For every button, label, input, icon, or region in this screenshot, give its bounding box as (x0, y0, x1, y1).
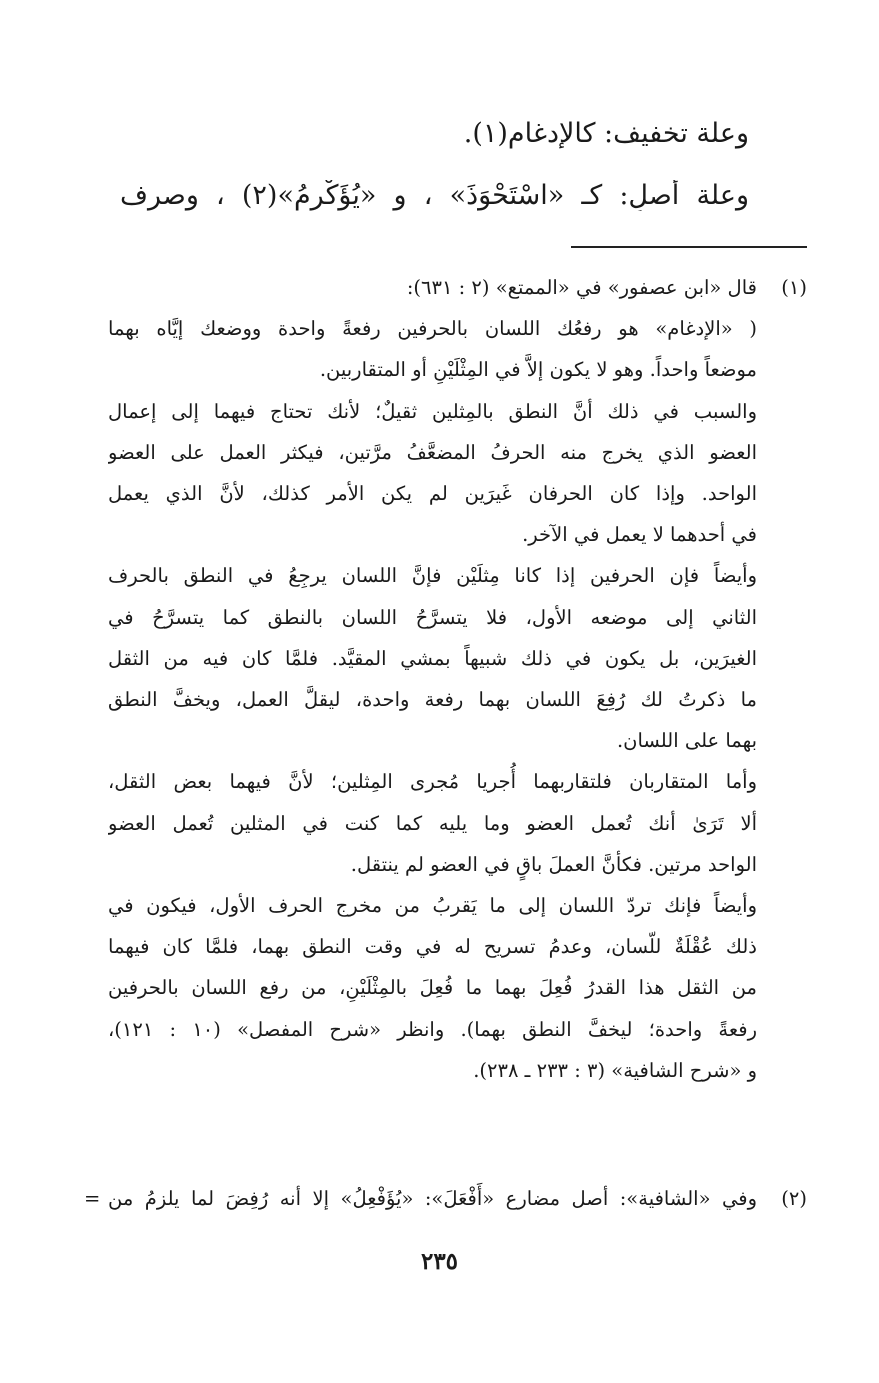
footnote-line: العضو الذي يخرج منه الحرفُ المضعَّفُ مرَّتين، فيكثر العمل على العضو (108, 440, 757, 464)
footnote-line: من الثقل هذا القدرُ فُعِلَ بهما ما فُعِلَ بالمِثْلَيْنِ، من رفع اللسان بالحرفين (108, 976, 757, 1000)
main-text-line-1: وعلة تخفيف: كالإدغام(١). (463, 118, 749, 149)
footnote-line: والسبب في ذلك أنَّ النطق بالمِثلين ثقيلٌ؛ لأنك تحتاج فيهما إلى إعمال (108, 399, 757, 423)
footnote-line: الغيرَين، بل يكون في ذلك شبيهاً بمشي المقيَّد. فلمَّا كان فيه من الثقل (108, 646, 757, 670)
footnote-line: قال «ابن عصفور» في «الممتع» (٢ : ٦٣١): (406, 276, 757, 299)
footnote-line: ذلك عُقْلَةٌ للّسان، وعدمُ تسريح له في وقت النطق بهما، فلمَّا كان فيهما (108, 935, 757, 959)
footnote-line: وأما المتقاربان فلتقاربهما أُجريا مُجرى المِثلين؛ لأنَّ فيهما بعض الثقل، (108, 770, 757, 794)
footnote-line: الثاني إلى موضعه الأول، فلا يتسرَّحُ اللسان بالنطق كما يتسرَّحُ في (108, 605, 757, 629)
main-text-line-2: وعلة أصلٍ: كـ «اسْتَحْوَذَ» ، و «يُؤَكْرِمُ»(٢) ، وصرف (120, 180, 749, 211)
footnote-2 (84, 1178, 807, 1219)
footnote-line: وفي «الشافية»: أصل مضارع «أَفْعَلَ»: «يُؤَفْعِلُ» إلا أنه رُفِضَ لما يلزمُ من (108, 1187, 757, 1210)
footnote-separator (571, 246, 807, 248)
footnote-line: ألا تَرَىٰ أنك تُعمل العضو وما يليه كما كنت في المثلين تُعمل العضو (108, 811, 757, 835)
footnote-1 (108, 267, 807, 1091)
footnote-line: موضعاً واحداً. وهو لا يكون إلاَّ في المِثْلَيْنِ أو المتقاربين. (319, 358, 757, 382)
footnote-line: ما ذكرتُ لك رُفِعَ اللسان بهما رفعة واحدة، ليقلَّ العمل، ويخفَّ النطق (108, 688, 757, 712)
continuation-mark: = (84, 1187, 101, 1210)
footnote-line: و «شرح الشافية» (٣ : ٢٣٣ ـ ٢٣٨). (473, 1058, 757, 1082)
footnote-line: الواحد مرتين. فكأنَّ العملَ باقٍ في العضو لم ينتقل. (350, 852, 757, 876)
footnote-line: الواحد. وإذا كان الحرفان غَيرَين لم يكن الأمر كذلك، لأنَّ الذي يعمل (108, 482, 757, 506)
footnote-line: بهما على اللسان. (616, 729, 757, 753)
footnote-line: ( «الإدغام» هو رفعُك اللسان بالحرفين رفعةً واحدة ووضعك إيَّاه بهما (108, 317, 757, 341)
footnote-line: في أحدهما لا يعمل في الآخر. (522, 523, 757, 547)
footnote-line: وأيضاً فإنك تردّ اللسان إلى ما يَقربُ من مخرج الحرف الأول، فيكون في (108, 894, 757, 918)
footnote-body (108, 267, 757, 1091)
footnote-line: وأيضاً فإن الحرفين إذا كانا مِثلَيْن فإنَّ اللسان يرجِعُ في النطق بالحرف (108, 564, 757, 588)
footnote-marker: (٢) (781, 1187, 807, 1210)
footnote-marker: (١) (781, 276, 807, 299)
footnote-body (108, 1178, 757, 1219)
footnote-line: رفعةً واحدة؛ ليخفَّ النطق بهما). وانظر «شرح المفصل» (١٠ : ١٢١)، (108, 1017, 757, 1041)
page-number: ٢٣٥ (420, 1248, 459, 1275)
